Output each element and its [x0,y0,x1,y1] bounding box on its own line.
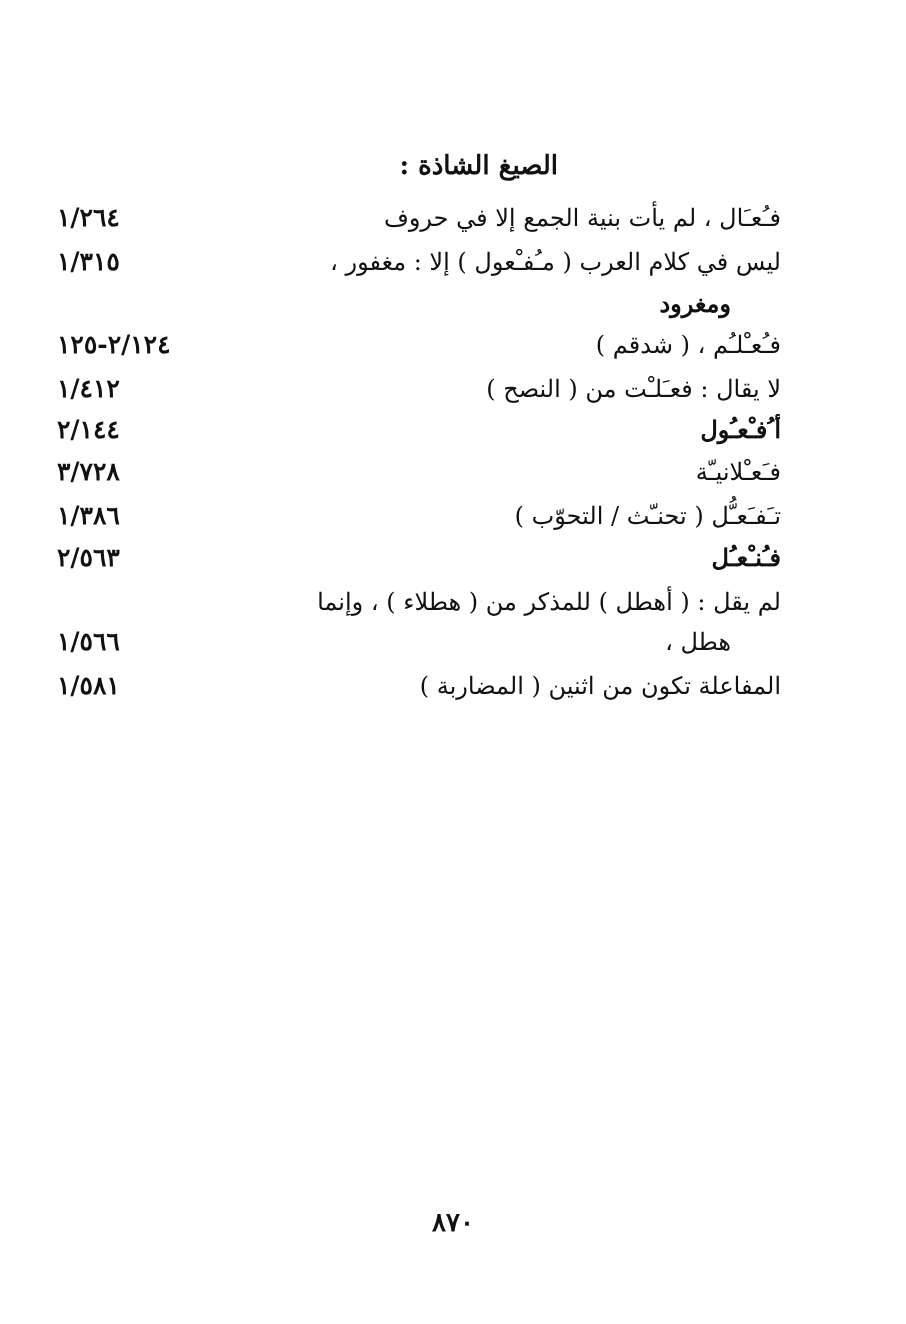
entry-text: لم يقل : ( أهطل ) للمذكر من ( هطلاء ) ، وإنما [317,588,781,616]
section-heading: الصيغ الشاذة : [399,151,558,181]
entry-reference: ١/٣٨٦ [57,501,120,530]
list-item [1,369,781,409]
list-item [1,582,781,622]
list-item [1,242,781,282]
entry-text: ليس في كلام العرب ( مـُفـْعول ) إلا : مغفور ، [330,248,781,276]
entry-text: فـَعـْلانيـّة [695,458,781,486]
entry-reference: ٣/٧٢٨ [57,457,120,486]
entry-reference: ٢/٥٦٣ [57,543,120,572]
entry-text: المفاعلة تكون من اثنين ( المضاربة ) [419,672,781,700]
entry-text: تـَفـَعـُّل ( تحنـّث / التحوّب ) [514,502,781,530]
list-item [1,410,781,450]
entry-text: ومغرود [659,289,731,318]
page-number: ٨٧٠ [432,1208,474,1238]
entry-reference: ١/٢٦٤ [57,203,120,232]
entry-text: هطل ، [665,628,731,656]
list-item [1,622,781,662]
list-item [1,538,781,578]
list-item [1,284,781,324]
entry-reference: ١/٣١٥ [57,247,120,276]
entry-text: لا يقال : فعـَلـْت من ( النصح ) [486,375,781,403]
list-item [1,496,781,536]
entry-reference: ١/٤١٢ [57,374,120,403]
entry-reference: ١/٥٨١ [57,671,120,700]
entry-text: فـُنـْعـُل [711,543,781,572]
list-item [1,198,781,238]
entry-text: أ ُفـْعـُول [700,415,781,444]
entry-text: فـُعـْلـُم ، ( شدقم ) [595,331,781,359]
entry-reference: ١/٥٦٦ [57,627,120,656]
list-item [1,452,781,492]
entry-reference: ٢/١٤٤ [57,415,120,444]
entry-reference: ٢/١٢٤-١٢٥ [57,330,171,359]
list-item [1,666,781,706]
entry-text: فـُعـَال ، لم يأت بنية الجمع إلا في حروف [383,204,781,232]
list-item [1,325,781,365]
